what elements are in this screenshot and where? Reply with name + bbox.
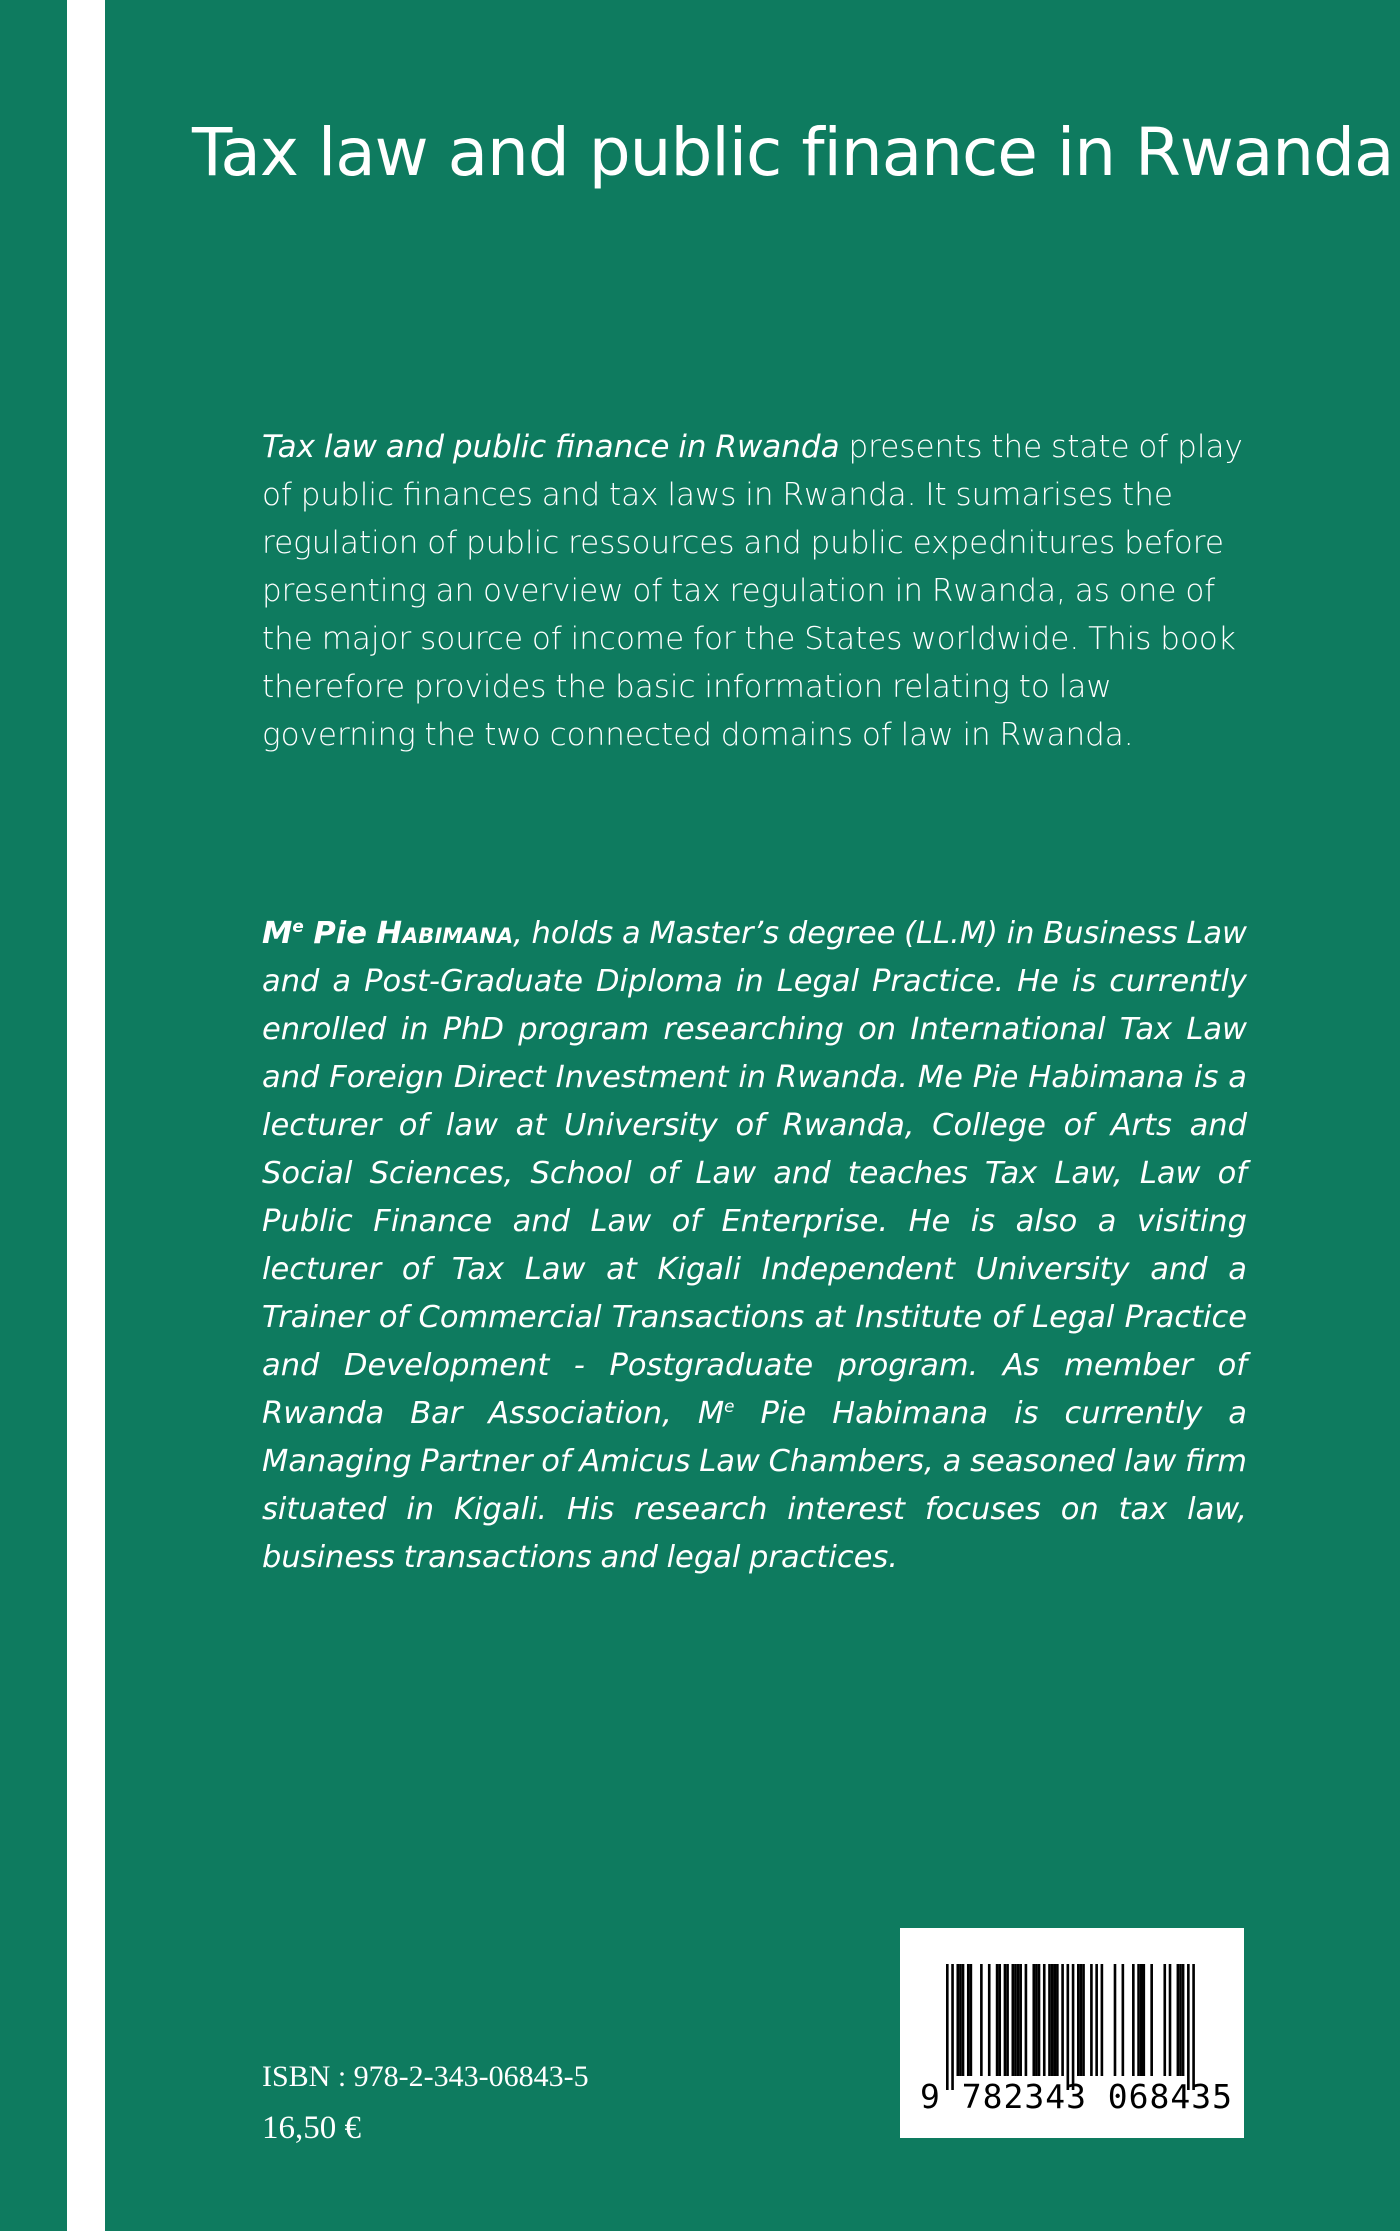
barcode-bar [1048,1964,1051,2076]
barcode-bar [1137,1964,1140,2076]
barcode-bar [1082,1964,1085,2076]
summary-text: presents the state of play of public finances and tax laws in Rwanda. It sumarises the regulation of public ressources and public expednitures before presenting an overview of tax regulation in Rwanda, as one of the major source of income for the States worldwide. This book therefore provides the basic information relating to law governing the two connected domains of law in Rwanda. [262,429,1243,753]
bio-text-part-1: , holds a Master’s degree (LL.M) in Business Law and a Post-Graduate Diploma in Legal Practice. He is currently enrolled in PhD program researching on International Tax Law and Foreign Direct Investment in Rwanda. Me Pie Habimana is a lecturer of law at University of Rwanda, College of Arts and Social Sciences, School of Law and teaches Tax Law, Law of Public Finance and Law of Enterprise. He is also a visiting lecturer of Tax Law at Kigali Independent University and a Trainer of Commercial Transactions at Institute of Legal Practice and Development - Postgraduate program. As member of Rwanda Bar Association, M [262,916,1248,1431]
barcode-bar [951,1964,954,2090]
barcode-bar [1179,1964,1182,2076]
barcode-bar [1169,1964,1172,2076]
barcode-bar [1163,1964,1166,2076]
barcode-bar [1072,1964,1075,2090]
author-bio [262,910,1247,1582]
barcode [900,1928,1244,2138]
author-surname: Habimana [376,916,514,951]
barcode-bar [1025,1964,1028,2076]
barcode-bar [988,1964,991,2076]
barcode-bar [1143,1964,1146,2076]
barcode-bar [1101,1964,1104,2076]
author-prefix: M [262,916,293,951]
book-summary [262,423,1247,759]
barcode-bar [1056,1964,1059,2076]
barcode-bar [1192,1964,1195,2090]
barcode-bar [1187,1964,1190,2090]
barcode-bar [946,1964,949,2090]
barcode-bar [1051,1964,1054,2076]
barcode-bar [1014,1964,1017,2076]
barcode-bar [1140,1964,1143,2076]
author-name [262,916,513,951]
price-label: 16,50 € [262,2110,361,2146]
barcode-bar [1122,1964,1125,2076]
barcode-bar [1077,1964,1080,2076]
barcode-bar [967,1964,970,2076]
barcode-bar [1090,1964,1093,2076]
barcode-bar [1177,1964,1180,2076]
barcode-bar [1017,1964,1020,2076]
barcode-bar [1032,1964,1035,2076]
barcode-digits: 9 782343 068435 [920,2077,1234,2116]
barcode-bar [1150,1964,1153,2076]
honorific-sup: e [724,1395,735,1416]
author-first-name: Pie [303,916,377,951]
bio-text-part-2: Pie Habimana is currently a Managing Partner of Amicus Law Chambers, a seasoned law firm situated in Kigali. His research interest focuses on tax law, business transactions and legal practices. [262,1396,1247,1575]
barcode-bar [1080,1964,1083,2076]
barcode-bar [1114,1964,1117,2076]
author-prefix-sup: e [292,915,304,936]
barcode-bar [998,1964,1001,2076]
barcode-bar [959,1964,962,2076]
isbn-label: ISBN : 978-2-343-06843-5 [262,2060,589,2093]
barcode-bar [1061,1964,1064,2076]
barcode-bar [1132,1964,1135,2076]
barcode-bar [996,1964,999,2076]
barcode-bar [1035,1964,1038,2076]
barcode-bar [1019,1964,1022,2076]
barcode-bar [1038,1964,1041,2076]
barcode-bar [980,1964,983,2076]
barcode-bar [1012,1964,1015,2076]
barcode-bar [1006,1964,1009,2076]
barcode-bar [1095,1964,1098,2076]
barcode-bar [1182,1964,1185,2076]
barcode-bar [1067,1964,1070,2090]
barcode-bar [1004,1964,1007,2076]
spine-stripe [67,0,105,2231]
book-title: Tax law and public finance in Rwanda [192,114,1394,191]
summary-book-title: Tax law and public finance in Rwanda [262,429,840,465]
barcode-bar [1053,1964,1056,2076]
barcode-bar [1043,1964,1046,2076]
barcode-bar [962,1964,965,2076]
barcode-bar [970,1964,973,2076]
barcode-bar [956,1964,959,2076]
